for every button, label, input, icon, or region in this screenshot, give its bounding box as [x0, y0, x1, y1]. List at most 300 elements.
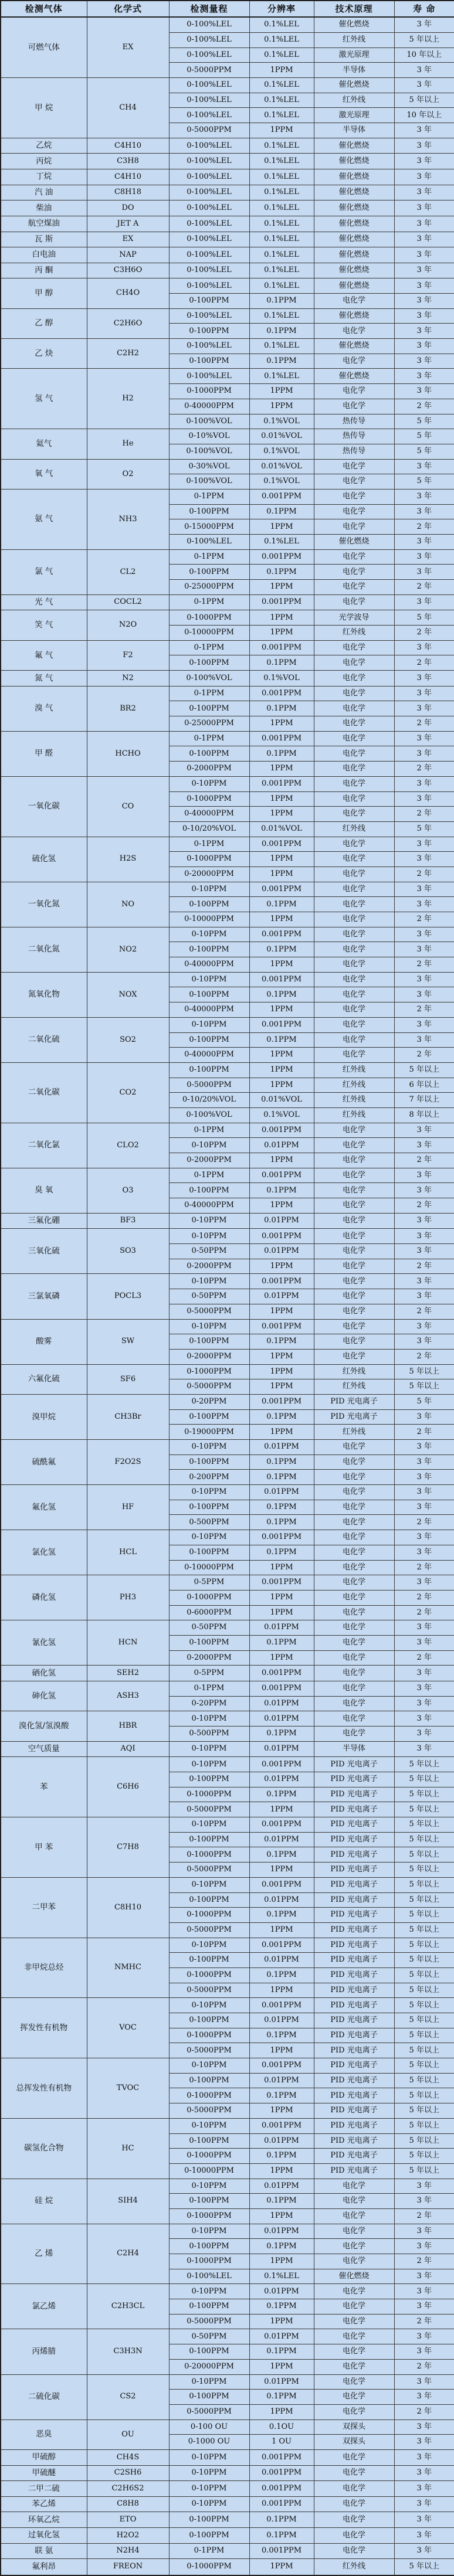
lifespan-cell: 5 年以上: [394, 1908, 454, 1923]
range-cell: 0-10PPM: [169, 2465, 249, 2481]
formula-cell: HCL: [87, 1530, 169, 1575]
range-cell: 0-100%LEL: [169, 169, 249, 185]
gas-name-cell: 二甲二硫: [1, 2481, 87, 2497]
principle-cell: 电化学: [314, 716, 394, 732]
range-cell: 0-10PPM: [169, 2496, 249, 2512]
principle-cell: 红外线: [314, 821, 394, 837]
principle-cell: PID 光电离子: [314, 1908, 394, 1923]
range-cell: 0-5000PPM: [169, 2043, 249, 2058]
resolution-cell: 0.1%LEL: [249, 47, 314, 63]
lifespan-cell: 5 年以上: [394, 1953, 454, 1968]
formula-cell: C8H10: [87, 1877, 169, 1938]
range-cell: 0-10PPM: [169, 1440, 249, 1455]
range-cell: 0-10PPM: [169, 1938, 249, 1953]
table-row: [1, 2512, 454, 2528]
resolution-cell: 1PPM: [249, 1922, 314, 1938]
principle-cell: 电化学: [314, 957, 394, 973]
principle-cell: 电化学: [314, 2194, 394, 2209]
range-cell: 0-10PPM: [169, 1757, 249, 1772]
principle-cell: 红外线: [314, 1093, 394, 1108]
principle-cell: PID 光电离子: [314, 1817, 394, 1833]
formula-cell: He: [87, 429, 169, 459]
resolution-cell: 0.01PPM: [249, 1440, 314, 1455]
header-cell-lifespan: 寿 命: [394, 1, 454, 17]
table-row: [1, 776, 454, 791]
principle-cell: 热传导: [314, 444, 394, 459]
gas-name-cell: 二甲苯: [1, 1877, 87, 1938]
resolution-cell: 1PPM: [249, 1153, 314, 1168]
resolution-cell: 1PPM: [249, 852, 314, 867]
principle-cell: 催化燃烧: [314, 154, 394, 169]
lifespan-cell: 2 年: [394, 1605, 454, 1620]
lifespan-cell: 3 年: [394, 459, 454, 474]
lifespan-cell: 2 年: [394, 957, 454, 973]
resolution-cell: 0.01PPM: [249, 1138, 314, 1153]
resolution-cell: 0.01PPM: [249, 1289, 314, 1304]
resolution-cell: 0.1PPM: [249, 1500, 314, 1515]
resolution-cell: 0.1%LEL: [249, 369, 314, 384]
formula-cell: C2H4: [87, 2224, 169, 2284]
gas-name-cell: 氮 气: [1, 671, 87, 687]
gas-name-cell: 氮氧化物: [1, 972, 87, 1017]
principle-cell: PID 光电离子: [314, 1832, 394, 1847]
formula-cell: HCN: [87, 1620, 169, 1666]
formula-cell: N2H4: [87, 2543, 169, 2559]
gas-name-cell: 三氧化硫: [1, 1229, 87, 1274]
principle-cell: 电化学: [314, 1244, 394, 1259]
range-cell: 0-20000PPM: [169, 866, 249, 882]
resolution-cell: 1PPM: [249, 791, 314, 807]
resolution-cell: 1PPM: [249, 2103, 314, 2119]
lifespan-cell: 2 年: [394, 1349, 454, 1364]
lifespan-cell: 3 年: [394, 2374, 454, 2390]
lifespan-cell: 2 年: [394, 1198, 454, 1214]
principle-cell: 电化学: [314, 1168, 394, 1183]
principle-cell: PID 光电离子: [314, 2058, 394, 2074]
table-row: [1, 1274, 454, 1289]
range-cell: 0-100%VOL: [169, 414, 249, 429]
formula-cell: BF3: [87, 1213, 169, 1229]
lifespan-cell: 3 年: [394, 1454, 454, 1470]
table-row: [1, 2058, 454, 2074]
lifespan-cell: 3 年: [394, 2435, 454, 2450]
principle-cell: 红外线: [314, 1379, 394, 1395]
resolution-cell: 0.1PPM: [249, 2088, 314, 2103]
table-row: [1, 1575, 454, 1591]
resolution-cell: 0.01PPM: [249, 2179, 314, 2194]
resolution-cell: 0.001PPM: [249, 1274, 314, 1289]
resolution-cell: 0.01PPM: [249, 1832, 314, 1847]
table-row: [1, 369, 454, 384]
principle-cell: 电化学: [314, 2314, 394, 2329]
principle-cell: 红外线: [314, 1425, 394, 1440]
resolution-cell: 0.001PPM: [249, 1394, 314, 1409]
resolution-cell: 0.1%LEL: [249, 154, 314, 169]
principle-cell: 电化学: [314, 1002, 394, 1018]
range-cell: 0-10PPM: [169, 1485, 249, 1500]
lifespan-cell: 3 年: [394, 200, 454, 216]
lifespan-cell: 3 年: [394, 1017, 454, 1032]
lifespan-cell: 2 年: [394, 655, 454, 671]
range-cell: 0-5000PPM: [169, 1863, 249, 1878]
range-cell: 0-1000PPM: [169, 610, 249, 626]
gas-name-cell: 甲硫醇: [1, 2449, 87, 2465]
range-cell: 0-100%LEL: [169, 78, 249, 93]
lifespan-cell: 2 年: [394, 807, 454, 822]
principle-cell: 催化燃烧: [314, 138, 394, 154]
resolution-cell: 0.1PPM: [249, 2239, 314, 2254]
lifespan-cell: 3 年: [394, 2224, 454, 2239]
lifespan-cell: 3 年: [394, 1620, 454, 1636]
principle-cell: 电化学: [314, 655, 394, 671]
lifespan-cell: 3 年: [394, 2344, 454, 2360]
table-row: [1, 169, 454, 185]
table-row: [1, 1123, 454, 1138]
resolution-cell: 0.001PPM: [249, 1817, 314, 1833]
lifespan-cell: 3 年: [394, 185, 454, 200]
lifespan-cell: 3 年: [394, 2496, 454, 2512]
range-cell: 0-100%LEL: [169, 108, 249, 123]
gas-name-cell: 氟利昂: [1, 2559, 87, 2575]
lifespan-cell: 3 年: [394, 504, 454, 519]
range-cell: 0-100PPM: [169, 354, 249, 369]
table-row: [1, 1229, 454, 1244]
range-cell: 0-10PPM: [169, 2179, 249, 2194]
range-cell: 0-100PPM: [169, 2527, 249, 2543]
table-row: [1, 1741, 454, 1757]
principle-cell: 电化学: [314, 1229, 394, 1244]
lifespan-cell: 3 年: [394, 489, 454, 504]
range-cell: 0-2000PPM: [169, 1153, 249, 1168]
range-cell: 0-100PPM: [169, 1183, 249, 1198]
range-cell: 0-100%VOL: [169, 444, 249, 459]
range-cell: 0-100PPM: [169, 2013, 249, 2028]
resolution-cell: 0.1%VOL: [249, 671, 314, 687]
range-cell: 0-10PPM: [169, 776, 249, 791]
principle-cell: 催化燃烧: [314, 232, 394, 247]
resolution-cell: 0.1PPM: [249, 1787, 314, 1802]
principle-cell: 电化学: [314, 1500, 394, 1515]
lifespan-cell: 3 年: [394, 138, 454, 154]
lifespan-cell: 5 年以上: [394, 2103, 454, 2119]
resolution-cell: 0.1OU: [249, 2419, 314, 2435]
range-cell: 0-100PPM: [169, 324, 249, 339]
range-cell: 0-1000PPM: [169, 1908, 249, 1923]
resolution-cell: 0.01%VOL: [249, 429, 314, 444]
gas-name-cell: 丙烯腈: [1, 2329, 87, 2374]
lifespan-cell: 2 年: [394, 2254, 454, 2269]
resolution-cell: 0.1%LEL: [249, 78, 314, 93]
principle-cell: 电化学: [314, 1590, 394, 1605]
lifespan-cell: 5 年: [394, 444, 454, 459]
lifespan-cell: 5 年以上: [394, 1892, 454, 1908]
lifespan-cell: 3 年: [394, 308, 454, 324]
lifespan-cell: 3 年: [394, 1530, 454, 1545]
lifespan-cell: 5 年以上: [394, 33, 454, 48]
gas-name-cell: 溴甲烷: [1, 1394, 87, 1439]
principle-cell: 催化燃烧: [314, 2269, 394, 2284]
resolution-cell: 1PPM: [249, 1560, 314, 1575]
gas-name-cell: 砷化氢: [1, 1681, 87, 1711]
resolution-cell: 0.1PPM: [249, 897, 314, 912]
resolution-cell: 0.01PPM: [249, 2284, 314, 2299]
principle-cell: PID 光电离子: [314, 2073, 394, 2088]
resolution-cell: 0.1%LEL: [249, 185, 314, 200]
resolution-cell: 1PPM: [249, 519, 314, 535]
lifespan-cell: 5 年以上: [394, 2073, 454, 2088]
lifespan-cell: 3 年: [394, 1681, 454, 1696]
table-row: [1, 2179, 454, 2194]
gas-name-cell: 乙 醇: [1, 308, 87, 338]
resolution-cell: 0.001PPM: [249, 1757, 314, 1772]
formula-cell: C2SH6: [87, 2465, 169, 2481]
gas-name-cell: 苯: [1, 1757, 87, 1817]
principle-cell: 红外线: [314, 1078, 394, 1093]
lifespan-cell: 3 年: [394, 1727, 454, 1742]
resolution-cell: 0.1%VOL: [249, 474, 314, 490]
gas-name-cell: 甲 苯: [1, 1817, 87, 1878]
table-row: [1, 2527, 454, 2543]
formula-cell: CH4O: [87, 278, 169, 308]
range-cell: 0-100PPM: [169, 2390, 249, 2405]
gas-name-cell: 总挥发性有机物: [1, 2058, 87, 2119]
table-row: [1, 154, 454, 169]
resolution-cell: 0.1%LEL: [249, 263, 314, 278]
principle-cell: PID 光电离子: [314, 1922, 394, 1938]
resolution-cell: 0.01PPM: [249, 1244, 314, 1259]
table-row: [1, 1168, 454, 1183]
table-row: [1, 200, 454, 216]
resolution-cell: 1PPM: [249, 1048, 314, 1063]
resolution-cell: 0.001PPM: [249, 1877, 314, 1892]
range-cell: 0-100%LEL: [169, 138, 249, 154]
formula-cell: N2: [87, 671, 169, 687]
principle-cell: 电化学: [314, 2329, 394, 2344]
gas-name-cell: 氯化氢: [1, 1530, 87, 1575]
formula-cell: OU: [87, 2419, 169, 2449]
principle-cell: 电化学: [314, 1440, 394, 1455]
resolution-cell: 1PPM: [249, 866, 314, 882]
resolution-cell: 0.1PPM: [249, 746, 314, 762]
lifespan-cell: 3 年: [394, 1244, 454, 1259]
formula-cell: SEH2: [87, 1666, 169, 1681]
lifespan-cell: 3 年: [394, 384, 454, 399]
principle-cell: 电化学: [314, 489, 394, 504]
formula-cell: JET A: [87, 216, 169, 232]
gas-name-cell: 一氧化碳: [1, 776, 87, 837]
lifespan-cell: 2 年: [394, 716, 454, 732]
gas-name-cell: 瓦 斯: [1, 232, 87, 247]
principle-cell: 光学波导: [314, 610, 394, 626]
principle-cell: PID 光电离子: [314, 1998, 394, 2013]
range-cell: 0-1PPM: [169, 1123, 249, 1138]
range-cell: 0-1PPM: [169, 489, 249, 504]
lifespan-cell: 3 年: [394, 1183, 454, 1198]
principle-cell: 电化学: [314, 731, 394, 746]
range-cell: 0-5000PPM: [169, 1078, 249, 1093]
resolution-cell: 0.1PPM: [249, 1908, 314, 1923]
lifespan-cell: 2 年: [394, 2404, 454, 2419]
range-cell: 0-2000PPM: [169, 1650, 249, 1666]
table-row: [1, 278, 454, 294]
range-cell: 0-100%LEL: [169, 369, 249, 384]
principle-cell: 电化学: [314, 2374, 394, 2390]
lifespan-cell: 3 年: [394, 1741, 454, 1757]
formula-cell: PH3: [87, 1575, 169, 1620]
resolution-cell: 0.001PPM: [249, 2543, 314, 2559]
formula-cell: CLO2: [87, 1123, 169, 1168]
resolution-cell: 1PPM: [249, 2254, 314, 2269]
table-row: [1, 17, 454, 33]
lifespan-cell: 5 年以上: [394, 1817, 454, 1833]
formula-cell: C8H8: [87, 2496, 169, 2512]
gas-name-cell: 甲硫醚: [1, 2465, 87, 2481]
gas-name-cell: 非甲烷总烃: [1, 1938, 87, 1998]
principle-cell: 红外线: [314, 33, 394, 48]
formula-cell: CH3Br: [87, 1394, 169, 1439]
principle-cell: 电化学: [314, 1123, 394, 1138]
table-row: [1, 339, 454, 354]
range-cell: 0-20PPM: [169, 1394, 249, 1409]
lifespan-cell: 3 年: [394, 2179, 454, 2194]
principle-cell: 电化学: [314, 2465, 394, 2481]
gas-name-cell: 氟 气: [1, 640, 87, 670]
formula-cell: BR2: [87, 686, 169, 731]
principle-cell: 电化学: [314, 897, 394, 912]
lifespan-cell: 5 年以上: [394, 1998, 454, 2013]
range-cell: 0-10PPM: [169, 1274, 249, 1289]
resolution-cell: 1PPM: [249, 63, 314, 78]
gas-name-cell: 氢 气: [1, 369, 87, 429]
range-cell: 0-10PPM: [169, 882, 249, 897]
range-cell: 0-10PPM: [169, 1817, 249, 1833]
range-cell: 0-2000PPM: [169, 1349, 249, 1364]
range-cell: 0-50PPM: [169, 1289, 249, 1304]
range-cell: 0-5000PPM: [169, 1304, 249, 1319]
gas-name-cell: 溴化氢/氢溴酸: [1, 1711, 87, 1741]
table-row: [1, 1213, 454, 1229]
range-cell: 0-100PPM: [169, 2133, 249, 2149]
table-row: [1, 232, 454, 247]
principle-cell: 电化学: [314, 671, 394, 687]
range-cell: 0-10PPM: [169, 2481, 249, 2497]
gas-name-cell: 乙烷: [1, 138, 87, 154]
resolution-cell: 0.1PPM: [249, 987, 314, 1002]
lifespan-cell: 5 年以上: [394, 2028, 454, 2043]
formula-cell: NH3: [87, 489, 169, 549]
lifespan-cell: 5 年以上: [394, 1062, 454, 1078]
range-cell: 0-1PPM: [169, 731, 249, 746]
formula-cell: SF6: [87, 1364, 169, 1394]
formula-cell: H2O2: [87, 2527, 169, 2543]
resolution-cell: 0.1PPM: [249, 1545, 314, 1560]
table-row: [1, 1017, 454, 1032]
resolution-cell: 0.001PPM: [249, 972, 314, 987]
range-cell: 0-100PPM: [169, 1635, 249, 1650]
range-cell: 0-5PPM: [169, 1575, 249, 1591]
resolution-cell: 1PPM: [249, 1078, 314, 1093]
resolution-cell: 0.1PPM: [249, 324, 314, 339]
principle-cell: 电化学: [314, 1515, 394, 1530]
principle-cell: 电化学: [314, 1666, 394, 1681]
principle-cell: 催化燃烧: [314, 308, 394, 324]
resolution-cell: 0.1%LEL: [249, 535, 314, 550]
lifespan-cell: 3 年: [394, 1274, 454, 1289]
principle-cell: PID 光电离子: [314, 1953, 394, 1968]
resolution-cell: 1PPM: [249, 384, 314, 399]
formula-cell: EX: [87, 232, 169, 247]
range-cell: 0-1000PPM: [169, 1967, 249, 1983]
lifespan-cell: 3 年: [394, 1635, 454, 1650]
range-cell: 0-5PPM: [169, 1666, 249, 1681]
gas-name-cell: 丁烷: [1, 169, 87, 185]
principle-cell: 电化学: [314, 2527, 394, 2543]
range-cell: 0-10PPM: [169, 2449, 249, 2465]
lifespan-cell: 5 年以上: [394, 1379, 454, 1395]
resolution-cell: 0.001PPM: [249, 2481, 314, 2497]
formula-cell: O2: [87, 459, 169, 489]
gas-name-cell: 白电油: [1, 247, 87, 263]
resolution-cell: 0.001PPM: [249, 1938, 314, 1953]
principle-cell: 电化学: [314, 1304, 394, 1319]
formula-cell: CO: [87, 776, 169, 837]
principle-cell: 催化燃烧: [314, 247, 394, 263]
lifespan-cell: 3 年: [394, 339, 454, 354]
principle-cell: 电化学: [314, 1349, 394, 1364]
resolution-cell: 0.1PPM: [249, 2527, 314, 2543]
table-row: [1, 1364, 454, 1379]
resolution-cell: 0.001PPM: [249, 549, 314, 565]
resolution-cell: 0.001PPM: [249, 640, 314, 655]
resolution-cell: 0.1PPM: [249, 1183, 314, 1198]
range-cell: 0-1000PPM: [169, 1787, 249, 1802]
gas-name-cell: 氯 气: [1, 549, 87, 594]
principle-cell: 激光原理: [314, 47, 394, 63]
principle-cell: PID 光电离子: [314, 2118, 394, 2133]
principle-cell: 电化学: [314, 384, 394, 399]
lifespan-cell: 2 年: [394, 1650, 454, 1666]
resolution-cell: 0.01PPM: [249, 2374, 314, 2390]
range-cell: 0-100PPM: [169, 655, 249, 671]
formula-cell: POCL3: [87, 1274, 169, 1319]
lifespan-cell: 5 年以上: [394, 1802, 454, 1817]
range-cell: 0-1000PPM: [169, 384, 249, 399]
resolution-cell: 0.1%LEL: [249, 33, 314, 48]
formula-cell: ETO: [87, 2512, 169, 2528]
range-cell: 0-10PPM: [169, 927, 249, 942]
resolution-cell: 0.1%VOL: [249, 444, 314, 459]
resolution-cell: 0.1%LEL: [249, 339, 314, 354]
lifespan-cell: 3 年: [394, 837, 454, 852]
range-cell: 0-100%LEL: [169, 17, 249, 33]
resolution-cell: 0.1PPM: [249, 2299, 314, 2315]
resolution-cell: 0.1%LEL: [249, 247, 314, 263]
formula-cell: H2: [87, 369, 169, 429]
range-cell: 0-1PPM: [169, 2543, 249, 2559]
lifespan-cell: 5 年以上: [394, 2043, 454, 2058]
principle-cell: 电化学: [314, 640, 394, 655]
formula-cell: C2H2: [87, 339, 169, 369]
resolution-cell: 0.1PPM: [249, 1635, 314, 1650]
resolution-cell: 0.1%LEL: [249, 216, 314, 232]
resolution-cell: 0.001PPM: [249, 2449, 314, 2465]
principle-cell: 催化燃烧: [314, 185, 394, 200]
range-cell: 0-10PPM: [169, 972, 249, 987]
principle-cell: 电化学: [314, 1048, 394, 1063]
lifespan-cell: 2 年: [394, 1515, 454, 1530]
resolution-cell: 0.01PPM: [249, 1772, 314, 1787]
lifespan-cell: 3 年: [394, 1138, 454, 1153]
